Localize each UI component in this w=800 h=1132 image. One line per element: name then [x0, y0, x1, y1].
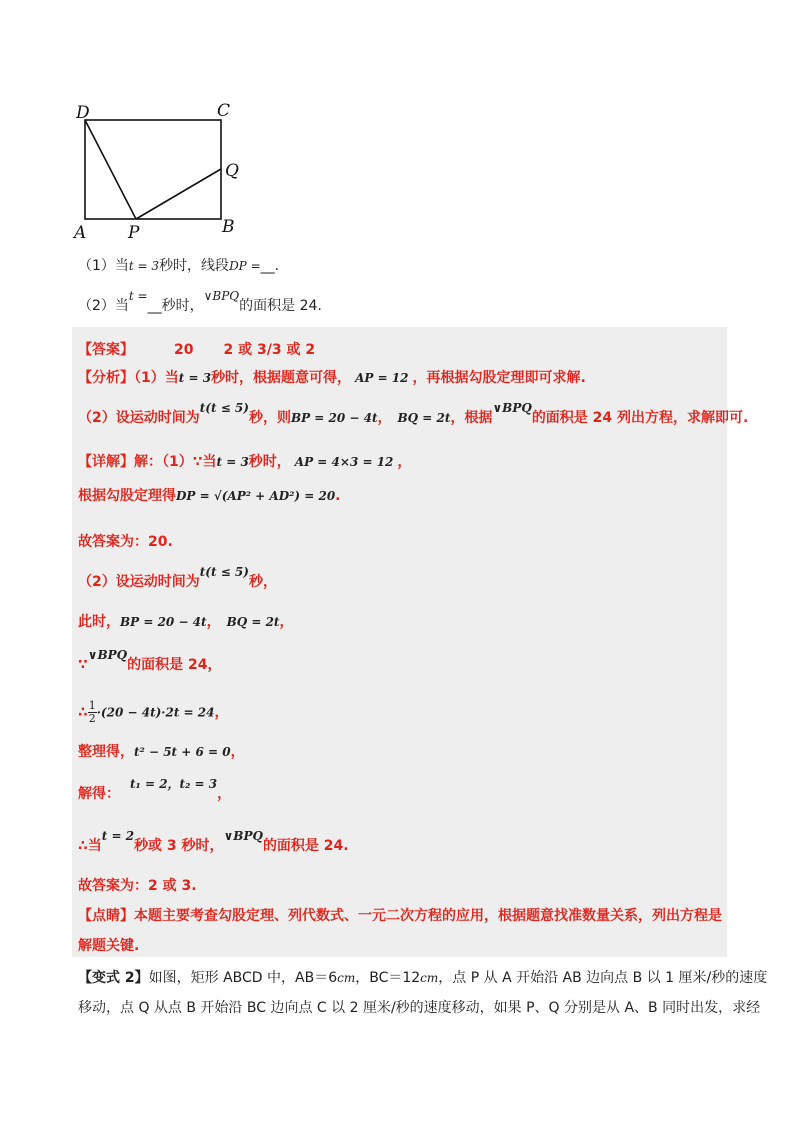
- detail-l10tri: ∨BPQ: [223, 829, 263, 843]
- detail-l9b: ，: [217, 786, 232, 802]
- question-1: [78, 256, 279, 276]
- analysis-l1t: t = 3: [178, 371, 212, 385]
- q1-dp: DP =: [229, 259, 261, 273]
- detail-l5m1: BP = 20 − 4t: [120, 615, 207, 629]
- answer-line: [78, 340, 315, 360]
- variant-line-1: [78, 968, 767, 988]
- analysis-l2b: 秒，则: [248, 410, 291, 426]
- detail-l6tri: ∨BPQ: [87, 648, 128, 662]
- comment-line-1: [78, 906, 722, 926]
- detail-l1c: ，: [397, 454, 412, 470]
- detail-line-10: [78, 829, 349, 856]
- detail-l5b: ，: [206, 614, 221, 630]
- detail-line-6: [78, 648, 222, 675]
- detail-l10t: t = 2: [101, 829, 135, 843]
- detail-l9m: t₁ = 2，t₂ = 3: [130, 777, 218, 791]
- detail-l6b: 的面积是 24，: [127, 657, 222, 673]
- analysis-l2t: t(t ≤ 5): [199, 401, 249, 415]
- analysis-l2e: 的面积是 24 列出方程，求解即可.: [531, 410, 749, 426]
- detail-line-9: [78, 777, 232, 804]
- detail-l1b: 秒时，: [248, 454, 291, 470]
- detail-line-4: [78, 565, 277, 592]
- analysis-l1c: ，再根据勾股定理即可求解.: [412, 370, 586, 386]
- analysis-l2a: （2）设运动时间为: [78, 410, 200, 426]
- label-p: P: [128, 223, 140, 243]
- rectangle-figure: [70, 98, 270, 248]
- detail-l8a: 整理得，: [78, 744, 134, 760]
- analysis-l2tri: ∨BPQ: [492, 401, 532, 415]
- comment-l1: 本题主要考查勾股定理、列代数式、一元二次方程的应用，根据题意找准数量关系，列出方程是: [134, 908, 722, 924]
- analysis-l1m: AP = 12: [355, 371, 409, 385]
- detail-l6a: ∵: [78, 657, 88, 673]
- rectangle-abcd: [85, 120, 221, 219]
- detail-line-11: [78, 876, 197, 896]
- analysis-l2m2: BQ = 2t: [397, 411, 451, 425]
- detail-l5a: 此时，: [78, 614, 120, 630]
- analysis-tag: 【分析】: [78, 370, 134, 386]
- detail-l9a: 解得：: [78, 786, 120, 802]
- detail-l4a: （2）设运动时间为: [78, 574, 200, 590]
- fraction-one-half: [88, 700, 97, 725]
- detail-l1a: 解：（1）∵当: [134, 454, 217, 470]
- label-c: C: [217, 101, 231, 121]
- label-b: B: [222, 217, 235, 237]
- detail-l1m: AP = 4×3 = 12: [294, 455, 394, 469]
- detail-line-1: [78, 452, 411, 472]
- label-a: A: [74, 223, 87, 243]
- variant-line-2: [78, 998, 760, 1018]
- fraction-numerator: 1: [88, 699, 96, 712]
- detail-l2m: DP = √(AP² + AD²) = 20: [176, 489, 336, 503]
- detail-l10c: 的面积是 24.: [262, 838, 349, 854]
- detail-l10b: 秒或 3 秒时，: [134, 838, 224, 854]
- detail-l3: 故答案为：20.: [78, 534, 173, 550]
- analysis-l2m1: BP = 20 − 4t: [290, 411, 378, 425]
- detail-l7m: ·(20 − 4t)·2t = 24: [96, 705, 215, 720]
- detail-l4b: 秒，: [248, 574, 277, 590]
- answer-value-1: 20: [174, 342, 194, 358]
- analysis-line-1: [78, 368, 586, 388]
- analysis-l1a: （1）当: [134, 370, 179, 386]
- detail-l2c: .: [335, 488, 341, 504]
- segment-pq: [136, 169, 221, 219]
- segment-dp: [85, 120, 136, 219]
- answer-value-2: 2 或 3/3 或 2: [223, 342, 316, 358]
- detail-line-2: [78, 486, 341, 506]
- q2-tri: ∨BPQ: [203, 289, 240, 303]
- q2-mid: 秒时，: [161, 298, 204, 314]
- detail-line-3: [78, 532, 173, 552]
- detail-l1t: t = 3: [216, 455, 249, 469]
- q1-mid: 秒时，线段: [159, 258, 230, 274]
- detail-line-8: [78, 742, 245, 762]
- comment-line-2: [78, 936, 139, 956]
- variant-unit-1: cm: [337, 971, 356, 985]
- detail-l11: 故答案为：2 或 3.: [78, 878, 197, 894]
- variant-l1c: ，点 P 从 A 开始沿 AB 边向点 B 以 1 厘米/秒的速度: [438, 970, 768, 986]
- question-2: [78, 289, 322, 316]
- answer-tag: 【答案】: [78, 342, 134, 358]
- label-d: D: [76, 103, 90, 123]
- detail-l4t: t(t ≤ 5): [199, 565, 249, 579]
- q1-prefix: （1）当: [78, 258, 129, 274]
- analysis-line-2: [78, 401, 749, 428]
- q2-end: 的面积是 24.: [239, 298, 322, 314]
- q2-blank: __: [147, 298, 162, 314]
- comment-tag: 【点睛】: [78, 908, 134, 924]
- detail-tag: 【详解】: [78, 454, 134, 470]
- detail-l5m2: BQ = 2t: [226, 615, 280, 629]
- detail-line-5: [78, 612, 293, 632]
- comment-l2: 解题关键.: [78, 938, 140, 954]
- detail-l2a: 根据勾股定理得: [78, 488, 176, 504]
- variant-unit-2: cm: [420, 971, 439, 985]
- fraction-denominator: 2: [88, 712, 96, 725]
- detail-l7b: ，: [214, 704, 229, 721]
- variant-l2: 移动，点 Q 从点 B 开始沿 BC 边向点 C 以 2 厘米/秒的速度移动，如果 P、Q 分别是从 A、B 同时出发，求经: [78, 1000, 761, 1016]
- variant-l1a: 如图，矩形 ABCD 中，AB＝6: [148, 970, 338, 986]
- q2-prefix: （2）当: [78, 298, 129, 314]
- variant-tag: 【变式 2】: [78, 970, 149, 986]
- detail-l7a: ∴: [78, 704, 88, 721]
- variant-l1b: ，BC＝12: [355, 970, 421, 986]
- detail-l8b: ，: [230, 744, 245, 760]
- q1-blank: __: [260, 258, 275, 274]
- analysis-l2c: ，: [377, 410, 392, 426]
- analysis-l2d: ，根据: [450, 410, 493, 426]
- q1-end: .: [274, 258, 280, 274]
- q2-t: t =: [128, 289, 148, 303]
- q1-t: t = 3: [128, 259, 160, 273]
- detail-l8m: t² − 5t + 6 = 0: [134, 745, 231, 759]
- detail-line-7: [78, 700, 228, 725]
- label-q: Q: [225, 161, 239, 181]
- detail-l5c: ，: [279, 614, 294, 630]
- analysis-l1b: 秒时，根据题意可得，: [211, 370, 352, 386]
- detail-l10a: ∴当: [78, 838, 102, 854]
